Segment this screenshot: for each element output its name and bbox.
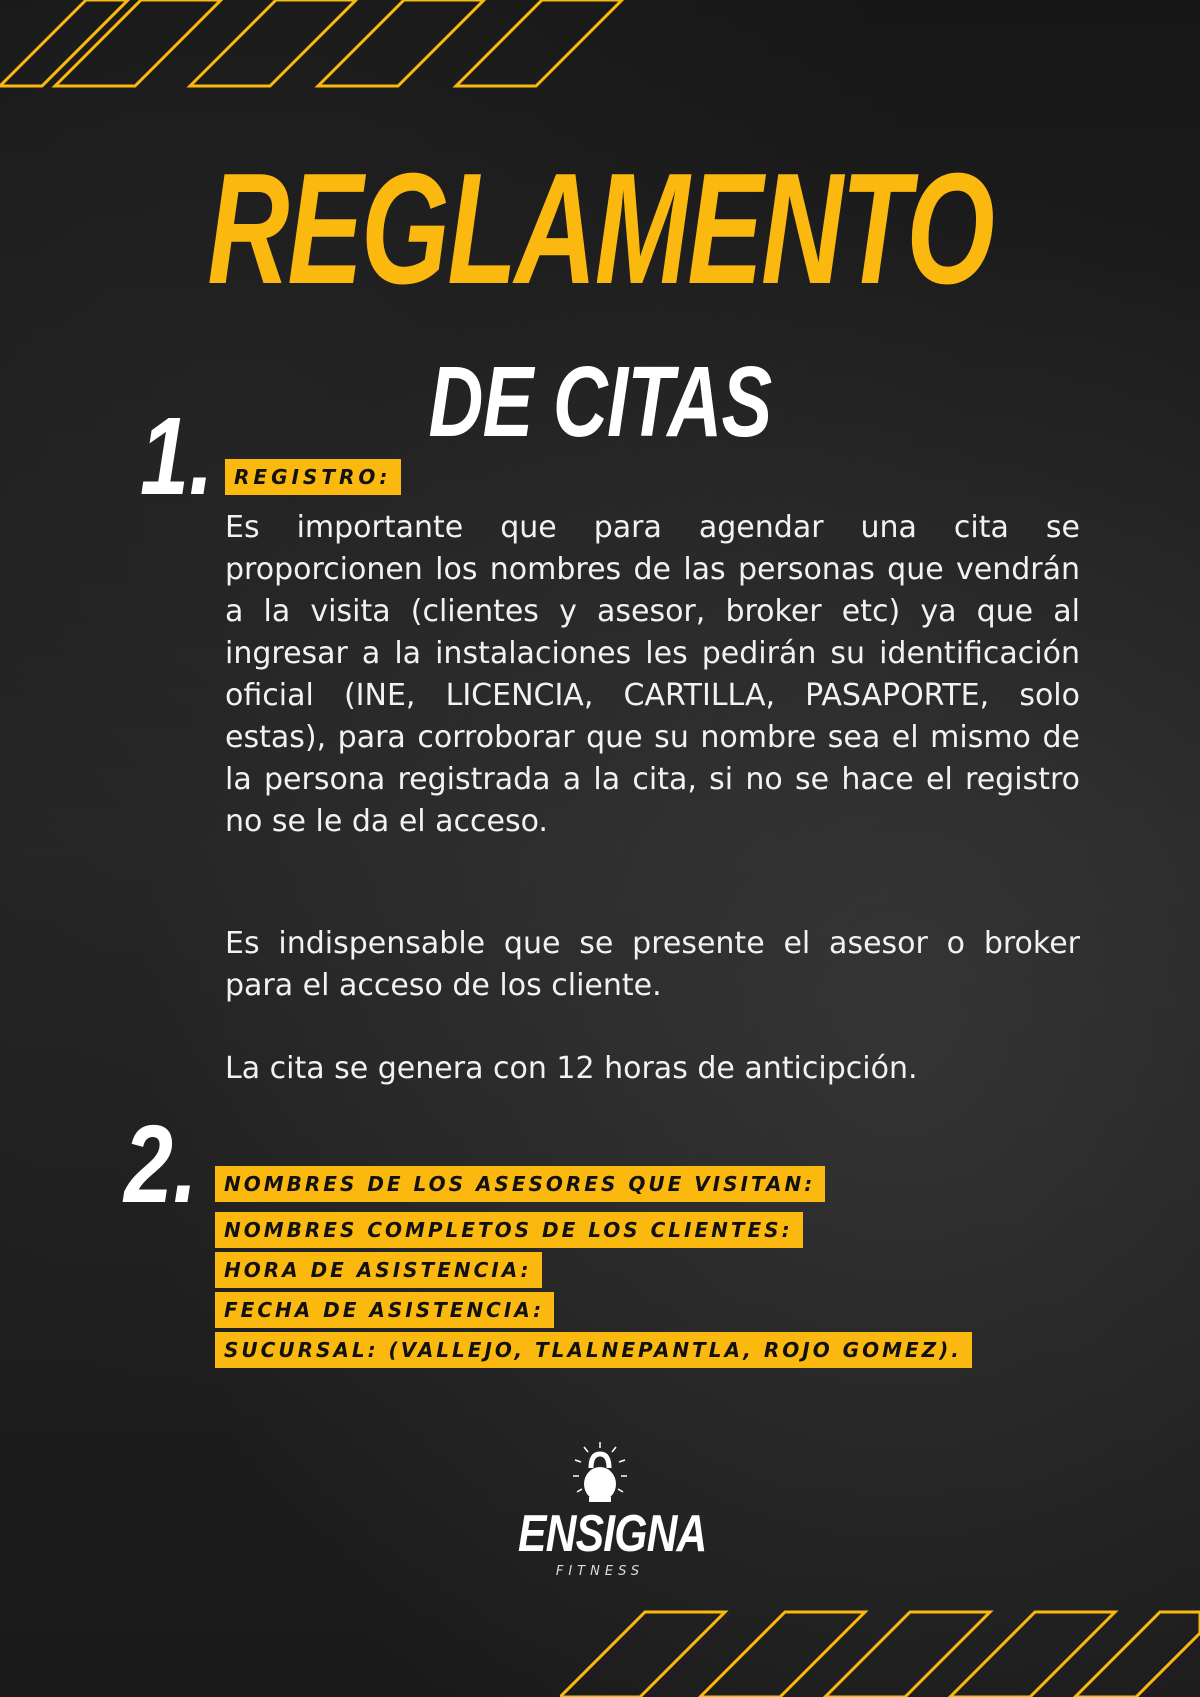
- section-number-1: 1.: [140, 395, 214, 518]
- page-subtitle: DE CITAS: [428, 346, 772, 458]
- list-item: NOMBRES DE LOS ASESORES QUE VISITAN:: [215, 1166, 825, 1202]
- decorative-stripes-top: [0, 0, 640, 92]
- registro-tag: REGISTRO:: [225, 459, 401, 495]
- logo-subtitle: FITNESS: [555, 1564, 645, 1579]
- page-title: REGLAMENTO: [207, 141, 993, 317]
- list-item: NOMBRES COMPLETOS DE LOS CLIENTES:: [215, 1212, 803, 1248]
- registro-paragraph-3: La cita se genera con 12 horas de anticipción.: [225, 1051, 918, 1086]
- kettlebell-icon: [570, 1440, 630, 1508]
- list-item: FECHA DE ASISTENCIA:: [215, 1292, 554, 1328]
- section-number-2: 2.: [124, 1103, 198, 1226]
- list-item: HORA DE ASISTENCIA:: [215, 1252, 542, 1288]
- ensigna-logo: [500, 1440, 707, 1600]
- list-item: SUCURSAL: (VALLEJO, TLALNEPANTLA, ROJO GOMEZ).: [215, 1332, 972, 1368]
- decorative-stripes-bottom: [560, 1608, 1200, 1697]
- registro-paragraph-1: Es importante que para agendar una cita se proporcionen los nombres de las personas que vendrán a la visita (clientes y asesor, broker etc) ya que al ingresar a la instalaciones les pedirán su identificación oficial (INE, LICENCIA, CARTILLA, PASAPORTE, solo estas), para corroborar que su nombre sea el mismo de la persona registrada a la cita, si no se hace el registro no se le da el acceso.: [225, 510, 1080, 839]
- registro-paragraph-2: Es indispensable que se presente el asesor o broker para el acceso de los cliente.: [225, 926, 1080, 1003]
- logo-name: ENSIGNA: [518, 1505, 707, 1563]
